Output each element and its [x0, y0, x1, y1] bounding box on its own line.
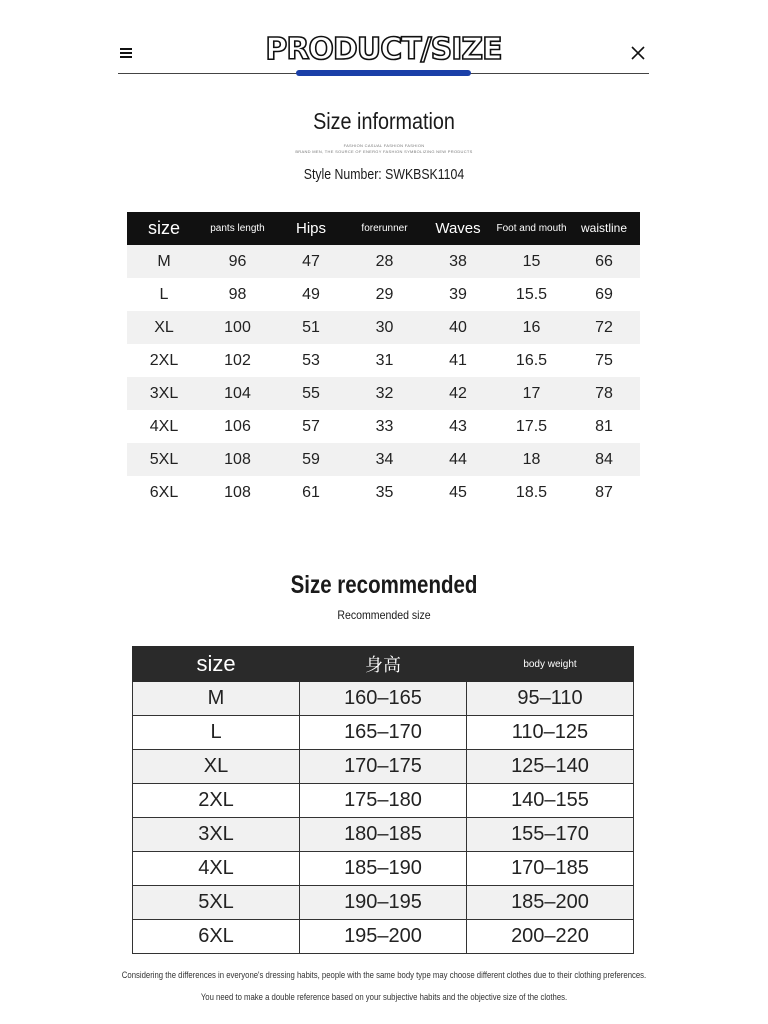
table-cell: 15.5 — [515, 285, 548, 303]
size-rec-title: Size recommended — [290, 571, 478, 599]
table-cell: 18.5 — [515, 483, 548, 501]
table-header-row — [127, 212, 640, 245]
page-header — [118, 30, 649, 76]
table-row — [133, 784, 634, 818]
table-cell: 35 — [375, 483, 394, 501]
table-cell: 125–140 — [467, 750, 634, 784]
table-cell: 78 — [568, 377, 640, 410]
table-cell: 30 — [348, 311, 421, 344]
table-cell: 43 — [449, 417, 467, 435]
table-cell: 98 — [228, 285, 247, 303]
table-cell: 180–185 — [300, 818, 467, 852]
table-cell: 190–195 — [300, 886, 467, 920]
table-cell: 108 — [224, 483, 251, 501]
table-cell: 4XL — [149, 417, 179, 435]
table-cell: 155–170 — [467, 818, 634, 852]
table-cell: 6XL — [149, 483, 179, 501]
size-info-table — [127, 212, 640, 509]
table-cell: 53 — [302, 351, 320, 369]
table-cell: 104 — [201, 377, 274, 410]
fit-note-1: Considering the differences in everyone's dressing habits, people with the same body type may choose different clothes due to their clothing preferences. — [121, 970, 647, 980]
table-header-row — [133, 647, 634, 682]
table-row — [127, 278, 640, 311]
table-row — [127, 476, 640, 509]
table-cell: 57 — [302, 417, 320, 435]
table-cell: 29 — [375, 285, 394, 303]
table-cell: 31 — [375, 351, 394, 369]
table-cell: 170–175 — [300, 750, 467, 784]
table-row — [133, 818, 634, 852]
table-cell: 49 — [302, 285, 320, 303]
header-accent-bar — [296, 70, 471, 76]
table-cell: 16.5 — [515, 351, 548, 369]
table-row — [133, 886, 634, 920]
table-cell: 39 — [449, 285, 467, 303]
page-title: PRODUCT/SIZE — [265, 32, 502, 67]
column-header: size — [133, 647, 300, 682]
table-row — [127, 311, 640, 344]
size-rec-table — [132, 646, 634, 954]
table-cell: 16 — [495, 311, 568, 344]
style-number: Style Number: SWKBSK1104 — [303, 166, 465, 183]
table-cell: 95–110 — [467, 682, 634, 716]
table-cell: 45 — [449, 483, 467, 501]
table-cell: 41 — [449, 351, 467, 369]
table-cell: 55 — [274, 377, 348, 410]
table-cell: 96 — [201, 245, 274, 278]
table-cell: M — [133, 682, 300, 716]
table-cell: 108 — [201, 443, 274, 476]
table-cell: 185–200 — [467, 886, 634, 920]
table-row — [133, 682, 634, 716]
table-cell: 17 — [495, 377, 568, 410]
table-row — [127, 344, 640, 377]
table-row — [127, 245, 640, 278]
table-cell: 32 — [348, 377, 421, 410]
fit-note-2: You need to make a double reference based on your subjective habits and the objective size of the clothes. — [200, 992, 568, 1002]
table-cell: 3XL — [133, 818, 300, 852]
column-header: size — [127, 212, 201, 245]
table-row — [127, 410, 640, 443]
table-cell: 75 — [595, 351, 613, 369]
table-cell: 61 — [302, 483, 320, 501]
table-cell: 81 — [595, 417, 613, 435]
table-cell: 59 — [274, 443, 348, 476]
table-row — [133, 852, 634, 886]
table-cell: L — [159, 285, 169, 303]
table-cell: 28 — [348, 245, 421, 278]
column-header: Foot and mouth — [495, 212, 568, 245]
table-cell: 51 — [274, 311, 348, 344]
table-cell: 102 — [224, 351, 251, 369]
column-header: pants length — [201, 212, 274, 245]
size-rec-subtitle: Recommended size — [337, 608, 431, 622]
table-cell: 87 — [595, 483, 613, 501]
table-cell: 34 — [348, 443, 421, 476]
close-icon[interactable] — [629, 44, 647, 62]
column-header: waistline — [568, 212, 640, 245]
column-header: Hips — [274, 212, 348, 245]
table-cell: 2XL — [149, 351, 179, 369]
table-row — [127, 443, 640, 476]
table-cell: 33 — [375, 417, 394, 435]
column-header: body weight — [467, 647, 634, 682]
column-header: 身高 — [300, 647, 467, 682]
table-cell: 17.5 — [515, 417, 548, 435]
table-cell: 66 — [568, 245, 640, 278]
table-cell: L — [133, 716, 300, 750]
table-cell: 185–190 — [300, 852, 467, 886]
table-row — [127, 377, 640, 410]
table-cell: 195–200 — [300, 920, 467, 954]
table-cell: 40 — [421, 311, 495, 344]
table-cell: 6XL — [133, 920, 300, 954]
table-cell: 4XL — [133, 852, 300, 886]
table-cell: M — [127, 245, 201, 278]
table-cell: 140–155 — [467, 784, 634, 818]
table-cell: 106 — [224, 417, 251, 435]
size-info-tagline-1: FASHION CASUAL FASHION FASHION — [343, 143, 425, 148]
table-cell: 2XL — [133, 784, 300, 818]
table-cell: 38 — [421, 245, 495, 278]
table-cell: 18 — [495, 443, 568, 476]
table-cell: XL — [133, 750, 300, 784]
table-row — [133, 750, 634, 784]
table-cell: 84 — [568, 443, 640, 476]
table-cell: 42 — [421, 377, 495, 410]
size-info-title: Size information — [313, 108, 455, 134]
table-cell: 170–185 — [467, 852, 634, 886]
table-row — [133, 716, 634, 750]
table-cell: 165–170 — [300, 716, 467, 750]
table-cell: 160–165 — [300, 682, 467, 716]
table-cell: 200–220 — [467, 920, 634, 954]
table-cell: 5XL — [127, 443, 201, 476]
table-cell: 3XL — [127, 377, 201, 410]
table-cell: 175–180 — [300, 784, 467, 818]
table-cell: 47 — [274, 245, 348, 278]
table-cell: 110–125 — [467, 716, 634, 750]
column-header: Waves — [421, 212, 495, 245]
table-cell: 100 — [201, 311, 274, 344]
column-header: forerunner — [348, 212, 421, 245]
table-cell: 44 — [421, 443, 495, 476]
table-cell: 5XL — [133, 886, 300, 920]
table-cell: 15 — [495, 245, 568, 278]
table-row — [133, 920, 634, 954]
size-info-tagline-2: BRAND MEN, THE SOURCE OF ENERGY FASHION SYMBOLIZING NEW PRODUCTS — [295, 149, 473, 154]
table-cell: XL — [127, 311, 201, 344]
table-cell: 69 — [595, 285, 613, 303]
table-cell: 72 — [568, 311, 640, 344]
